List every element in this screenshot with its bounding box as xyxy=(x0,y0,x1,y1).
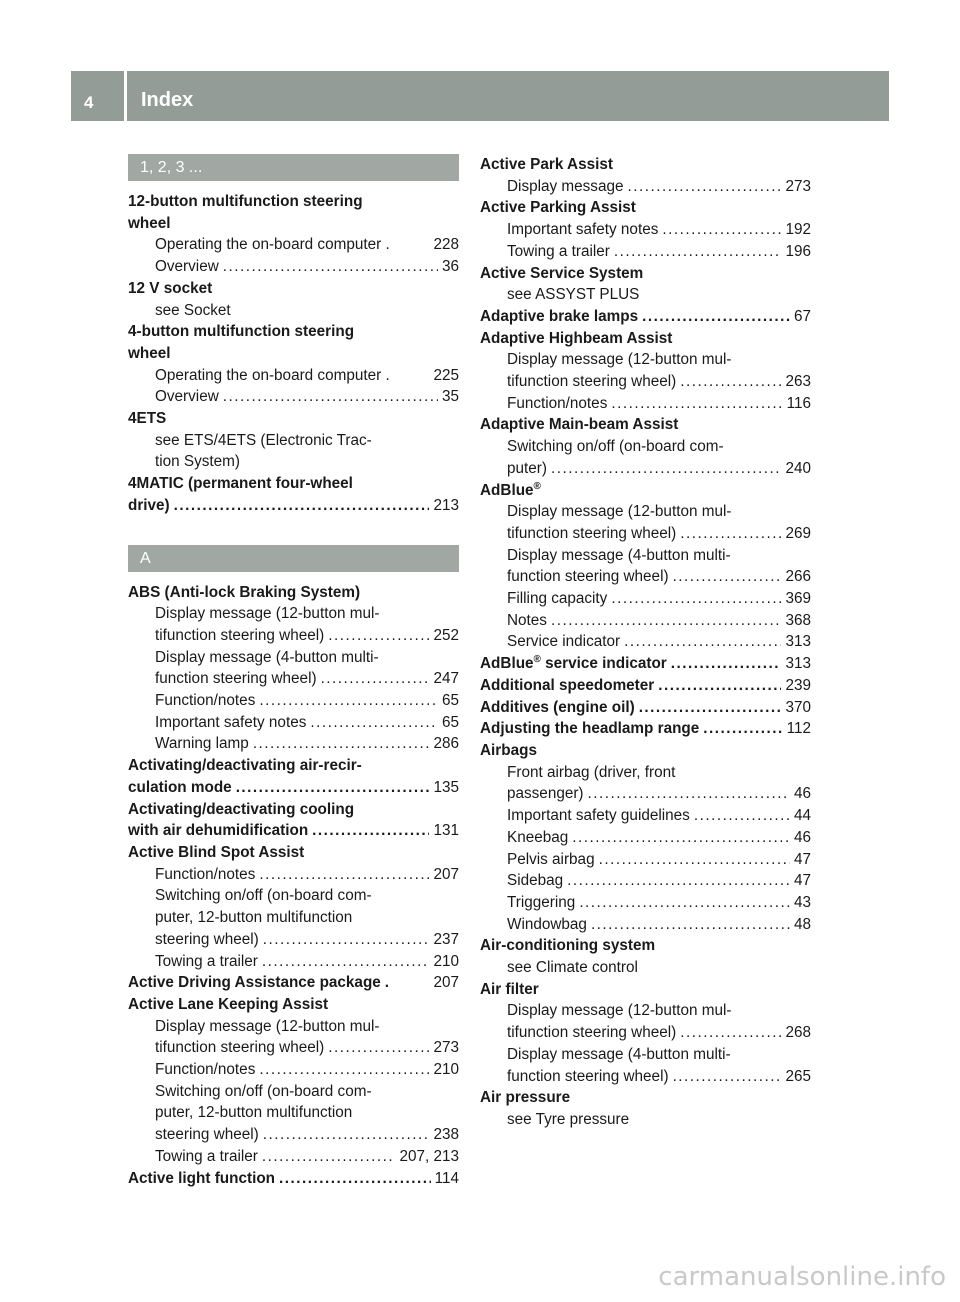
subentry[interactable]: Notes ..... 368 xyxy=(480,610,811,632)
entry-heading: Activating/deactivating air-recir- xyxy=(128,757,362,775)
subentry[interactable]: tifunction steering wheel) ..... 269 xyxy=(480,523,811,545)
page-title: Index xyxy=(141,89,194,111)
index-entry xyxy=(480,306,811,328)
entry-heading-with-page[interactable]: Adaptive brake lamps ..... 67 xyxy=(480,306,811,328)
subentry[interactable]: tifunction steering wheel) ..... 252 xyxy=(128,625,459,647)
entry-heading: AdBlue® xyxy=(480,480,541,499)
header-bar xyxy=(71,71,889,121)
entry-heading: Airbags xyxy=(480,741,537,759)
entry-heading-with-page[interactable]: Active light function ..... 114 xyxy=(128,1168,459,1190)
entry-heading: Air-conditioning system xyxy=(480,937,656,955)
cross-reference[interactable]: see ASSYST PLUS xyxy=(507,286,640,304)
entry-heading-with-page[interactable]: culation mode ..... 135 xyxy=(128,777,459,799)
subentry[interactable]: tifunction steering wheel) ..... 268 xyxy=(480,1022,811,1044)
index-entry xyxy=(480,935,811,978)
index-entry: Air filter Display message (12-button mul- tifunction steering wheel) ..... 268 Display message (4-button multi- function steering wheel) ..... 265 xyxy=(480,979,811,1088)
entry-heading-with-page[interactable]: Additives (engine oil) ..... 370 xyxy=(480,697,811,719)
cross-reference[interactable]: tion System) xyxy=(155,453,241,471)
entry-heading: Active Parking Assist xyxy=(480,199,636,217)
watermark: carmanualsonline.info xyxy=(658,1262,946,1292)
entry-heading: wheel xyxy=(128,214,171,232)
index-column-left xyxy=(128,154,459,1189)
entry-heading: Air filter xyxy=(480,980,539,998)
subentry[interactable]: Sidebag ..... 47 xyxy=(480,870,811,892)
subentry[interactable]: Function/notes ..... 207 xyxy=(128,864,459,886)
subentry[interactable]: Important safety guidelines ..... 44 xyxy=(480,805,811,827)
index-entry xyxy=(128,191,459,278)
subentry[interactable]: Windowbag ..... 48 xyxy=(480,914,811,936)
subentry[interactable]: tifunction steering wheel) ..... 263 xyxy=(480,371,811,393)
entry-heading: Air pressure xyxy=(480,1089,571,1107)
index-entry xyxy=(480,154,811,197)
entry-heading: 4ETS xyxy=(128,410,167,428)
entry-heading: Adaptive Highbeam Assist xyxy=(480,329,673,347)
subentry[interactable]: function steering wheel) ..... 265 xyxy=(480,1066,811,1088)
subentry[interactable]: passenger) ..... 46 xyxy=(480,783,811,805)
subentry[interactable]: function steering wheel) ..... 247 xyxy=(128,668,459,690)
index-entry xyxy=(128,1168,459,1190)
entry-heading-with-page[interactable]: Active Driving Assistance package . 207 xyxy=(128,974,459,992)
subentry[interactable]: Pelvis airbag ..... 47 xyxy=(480,849,811,871)
entry-heading: ABS (Anti-lock Braking System) xyxy=(128,583,361,601)
subentry[interactable]: steering wheel) ..... 237 xyxy=(128,929,459,951)
subentry[interactable]: Overview ..... 36 xyxy=(128,256,459,278)
subentry[interactable]: Triggering ..... 43 xyxy=(480,892,811,914)
index-column-right xyxy=(480,154,811,1131)
entry-heading-with-page[interactable]: drive) ..... 213 xyxy=(128,495,459,517)
subentry[interactable]: Towing a trailer ..... 207, 213 xyxy=(128,1146,459,1168)
index-entry xyxy=(480,675,811,697)
subentry[interactable]: Warning lamp ..... 286 xyxy=(128,733,459,755)
entry-heading: 12 V socket xyxy=(128,279,213,297)
entry-heading: Active Blind Spot Assist xyxy=(128,843,305,861)
index-entry xyxy=(480,1087,811,1130)
entry-heading: 4MATIC (permanent four-wheel xyxy=(128,475,353,493)
cross-reference[interactable]: see Tyre pressure xyxy=(507,1110,630,1128)
section-heading-a: A xyxy=(128,545,459,572)
entry-heading: Active Park Assist xyxy=(480,156,613,173)
subentry[interactable]: Towing a trailer ..... 196 xyxy=(480,241,811,263)
subentry[interactable]: Overview ..... 35 xyxy=(128,386,459,408)
entry-heading: Activating/deactivating cooling xyxy=(128,800,355,818)
index-entry xyxy=(480,697,811,719)
entry-heading: Active Lane Keeping Assist xyxy=(128,995,329,1013)
index-entry: ABS (Anti-lock Braking System) Display message (12-button mul- tifunction steering wheel) ..... 252 Display message (4-button multi- function steering wheel) ..... 247 Function/notes ..... 65 Important safety notes ..... 65 Warning lamp ..... 286 xyxy=(128,582,459,756)
index-entry xyxy=(128,799,459,842)
entry-heading: wheel xyxy=(128,344,171,362)
registered-mark: ® xyxy=(533,654,541,666)
subentry[interactable]: Operating the on-board computer . 225 xyxy=(155,366,459,384)
subentry[interactable]: steering wheel) ..... 238 xyxy=(128,1124,459,1146)
subentry[interactable]: function steering wheel) ..... 266 xyxy=(480,566,811,588)
index-entry xyxy=(128,321,459,408)
entry-heading: 12-button multifunction steering xyxy=(128,193,363,210)
index-entry xyxy=(128,278,459,321)
index-entry xyxy=(128,972,459,994)
index-entry: Airbags Front airbag (driver, front passenger) ..... 46 Important safety guidelines ..... 44 Kneebag ..... 46 Pelvis airbag ..... 47 Sidebag ..... 47 Triggering ..... 43 Windowbag ..... 48 xyxy=(480,740,811,935)
index-entry: AdBlue® Display message (12-button mul- tifunction steering wheel) ..... 269 Display message (4-button multi- function steering wheel) ..... 266 Filling capacity ..... 369 Notes ..... 368 Service indicator ..... 313 xyxy=(480,480,811,654)
subentry[interactable]: Function/notes ..... 116 xyxy=(480,393,811,415)
entry-heading: Active Service System xyxy=(480,264,644,282)
page-number: 4 xyxy=(84,93,94,112)
index-entry xyxy=(480,263,811,306)
subentry[interactable]: Display message ..... 273 xyxy=(480,176,811,198)
registered-mark: ® xyxy=(533,480,541,492)
subentry[interactable]: Important safety notes ..... 65 xyxy=(128,712,459,734)
index-entry: Active Blind Spot Assist Function/notes ..... 207 Switching on/off (on-board com- puter, 12-button multifunction steering wheel) ..... 237 Towing a trailer ..... 210 xyxy=(128,842,459,972)
entry-heading-with-page[interactable]: with air dehumidification ..... 131 xyxy=(128,820,459,842)
cross-reference[interactable]: see Climate control xyxy=(507,959,638,977)
index-entry xyxy=(128,408,459,473)
subentry[interactable]: puter) ..... 240 xyxy=(480,458,811,480)
entry-heading-with-page[interactable]: AdBlue® service indicator ..... 313 xyxy=(480,653,811,675)
section-heading-numbers: 1, 2, 3 ... xyxy=(128,154,459,181)
index-entry xyxy=(128,473,459,516)
index-entry xyxy=(480,653,811,675)
subentry[interactable]: Service indicator ..... 313 xyxy=(480,631,811,653)
subentry[interactable]: Function/notes ..... 210 xyxy=(128,1059,459,1081)
subentry[interactable]: Kneebag ..... 46 xyxy=(480,827,811,849)
subentry[interactable]: Operating the on-board computer . 228 xyxy=(155,236,459,254)
index-entry xyxy=(128,755,459,798)
entry-heading: Adaptive Main-beam Assist xyxy=(480,416,679,434)
subentry[interactable]: tifunction steering wheel) ..... 273 xyxy=(128,1037,459,1059)
cross-reference[interactable]: see Socket xyxy=(155,301,231,319)
header-divider xyxy=(124,71,127,121)
index-entry: Active Lane Keeping Assist Display message (12-button mul- tifunction steering wheel) ..... 273 Function/notes ..... 210 Switching on/off (on-board com- puter, 12-button multifunction steering wheel) ..... 238 Towing a trailer ..... 207, 213 xyxy=(128,994,459,1168)
subentry[interactable]: Filling capacity ..... 369 xyxy=(480,588,811,610)
entry-heading: 4-button multifunction steering xyxy=(128,323,355,341)
index-entry xyxy=(480,197,811,262)
subentry[interactable]: Function/notes ..... 65 xyxy=(128,690,459,712)
index-entry xyxy=(480,718,811,740)
entry-heading-with-page[interactable]: Adjusting the headlamp range ..... 112 xyxy=(480,718,811,740)
subentry[interactable]: Towing a trailer ..... 210 xyxy=(128,951,459,973)
subentry[interactable]: Important safety notes ..... 192 xyxy=(480,219,811,241)
cross-reference[interactable]: see ETS/4ETS (Electronic Trac- xyxy=(155,431,372,449)
entry-heading-with-page[interactable]: Additional speedometer ..... 239 xyxy=(480,675,811,697)
index-entry: Adaptive Main-beam Assist Switching on/off (on-board com- puter) ..... 240 xyxy=(480,414,811,479)
index-entry: Adaptive Highbeam Assist Display message (12-button mul- tifunction steering wheel) ..... 263 Function/notes ..... 116 xyxy=(480,328,811,415)
